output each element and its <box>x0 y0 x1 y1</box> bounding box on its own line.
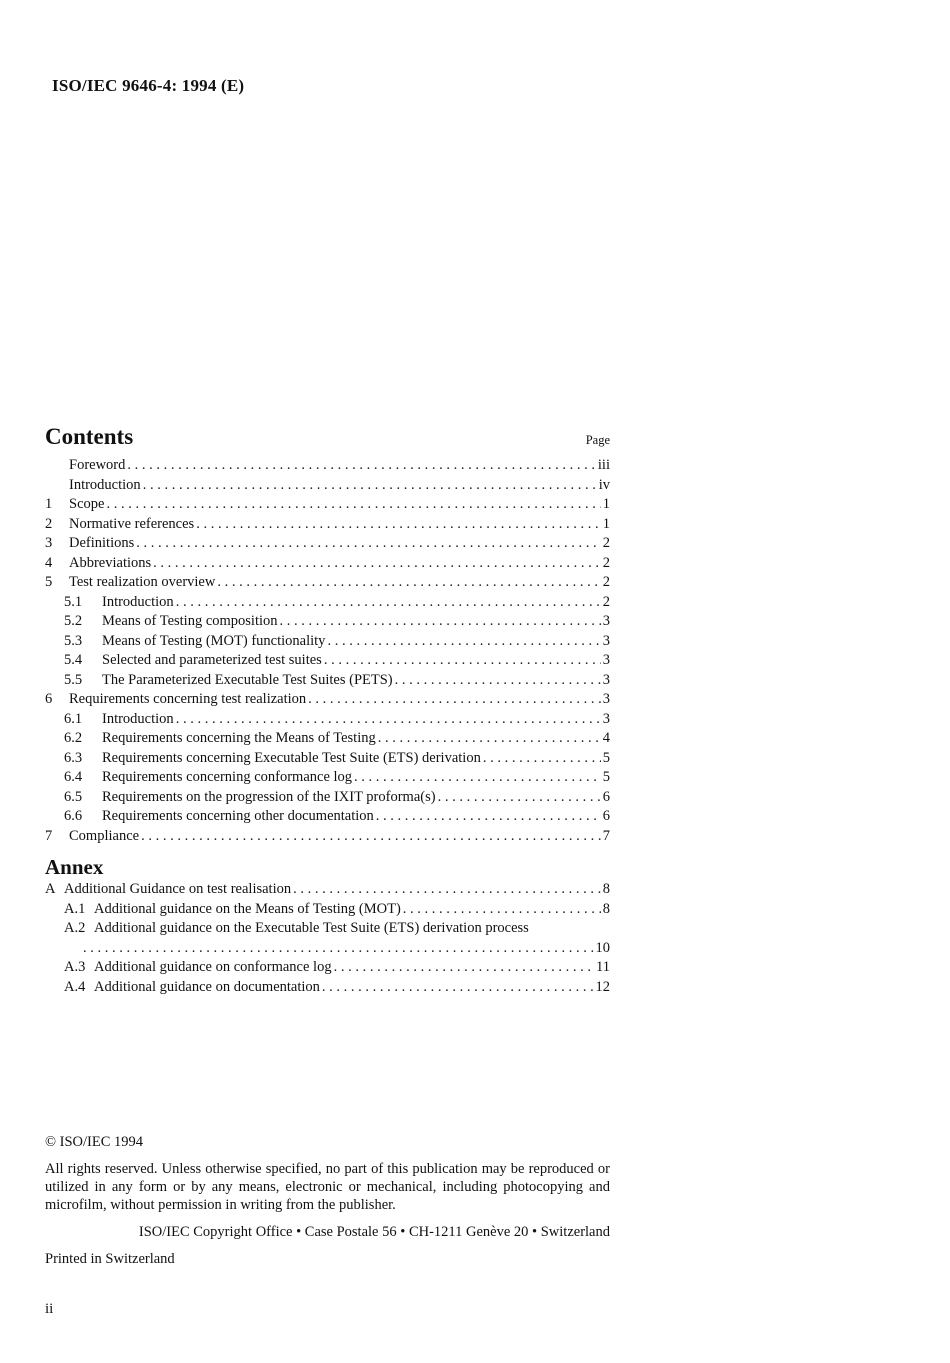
toc-entry-title: Introduction <box>69 476 141 493</box>
toc-entry[interactable] <box>45 574 610 594</box>
toc-entry-page: 3 <box>602 691 610 707</box>
toc-entry-title: Requirements concerning conformance log <box>102 769 353 785</box>
toc-entry-page: 3 <box>602 710 610 727</box>
copyright-block <box>45 1133 610 1268</box>
dot-leader <box>327 633 600 650</box>
dot-leader <box>324 652 601 669</box>
toc-entry-number: 6 <box>45 691 53 707</box>
toc-entry[interactable] <box>45 808 610 828</box>
toc-entry-number: 1 <box>45 496 53 512</box>
rights-notice: All rights reserved. Unless otherwise specified, no part of this publication may be reproduced or utilized in any form or by any means, electronic or mechanical, including photocopying and microfilm, without permission in writing from the publisher. <box>45 1161 610 1213</box>
toc-entry-annex-a4[interactable] <box>45 979 610 999</box>
toc-entry[interactable] <box>45 516 610 536</box>
toc-entry[interactable] <box>45 633 610 653</box>
toc-entry-title: Additional guidance on the Executable Test Suite (ETS) derivation process <box>94 920 529 936</box>
toc-entry-page: 1 <box>602 515 610 532</box>
dot-leader <box>395 672 601 689</box>
dot-leader <box>354 769 601 786</box>
copyright-office-address: ISO/IEC Copyright Office • Case Postale 56 • CH-1211 Genève 20 • Switzerland <box>138 1224 610 1240</box>
dot-leader <box>280 613 601 630</box>
toc-entry[interactable] <box>45 672 610 692</box>
toc-entry-page: 5 <box>602 769 610 785</box>
dot-leader <box>483 750 601 767</box>
toc-entry[interactable] <box>45 711 610 731</box>
dot-leader <box>176 711 601 728</box>
dot-leader <box>153 555 601 572</box>
dot-leader <box>293 881 601 898</box>
dot-leader <box>83 940 594 957</box>
toc-entry-page: iv <box>598 476 610 493</box>
toc-entry-page: 5 <box>602 749 610 766</box>
toc-entry[interactable] <box>45 555 610 575</box>
toc-entry-number: 7 <box>45 827 53 844</box>
toc-entry-number: 3 <box>45 535 53 551</box>
dot-leader <box>196 516 601 533</box>
dot-leader <box>136 535 601 552</box>
toc-entry-annex-a1[interactable] <box>45 901 610 921</box>
toc-entry-page: 6 <box>602 788 610 805</box>
toc-entry-title: Definitions <box>69 535 135 551</box>
toc-entry[interactable] <box>45 652 610 672</box>
dot-leader <box>106 496 600 513</box>
toc-entry-title: Additional guidance on documentation <box>94 978 320 995</box>
toc-entry-number: 5.3 <box>64 632 83 649</box>
toc-entry-number: A.1 <box>64 900 86 917</box>
contents-title: Contents <box>45 424 134 449</box>
toc-entry-annex-a2[interactable] <box>45 920 610 940</box>
dot-leader <box>217 574 600 591</box>
toc-entry[interactable] <box>45 477 610 497</box>
annex-title: Annex <box>45 855 104 879</box>
toc-entry-title: Selected and parameterized test suites <box>102 652 322 668</box>
dot-leader <box>378 730 601 747</box>
dot-leader <box>308 691 601 708</box>
toc-entry-title: Requirements concerning other documentation <box>102 808 374 824</box>
toc-entry-number: A.4 <box>64 978 86 995</box>
toc-entry-title: Introduction <box>102 593 174 610</box>
contents-heading-row <box>45 424 610 457</box>
toc-entry-title: Scope <box>69 496 105 512</box>
toc-entry[interactable] <box>45 594 610 614</box>
toc-entry-page: 3 <box>602 652 610 668</box>
toc-entry-number: 6.1 <box>64 710 83 727</box>
page-number: ii <box>45 1301 54 1317</box>
toc-entry-page: 3 <box>602 671 610 688</box>
dot-leader <box>322 979 594 996</box>
dot-leader <box>141 828 601 845</box>
dot-leader <box>403 901 601 918</box>
toc-entry-number: 6.6 <box>64 808 83 824</box>
toc-entry[interactable] <box>45 691 610 711</box>
dot-leader <box>143 477 597 494</box>
toc-entry-title: Means of Testing composition <box>102 613 278 629</box>
toc-entry-number: 6.3 <box>64 749 83 766</box>
copyright-line: © ISO/IEC 1994 <box>45 1134 144 1150</box>
toc-entry-page: 10 <box>595 939 610 956</box>
dot-leader <box>127 457 596 474</box>
toc-entry-number: 6.5 <box>64 788 83 805</box>
toc-entry[interactable] <box>45 789 610 809</box>
dot-leader <box>438 789 601 806</box>
toc-entry-title: Additional guidance on the Means of Testing (MOT) <box>94 900 401 917</box>
toc-entry[interactable] <box>45 535 610 555</box>
toc-entry-page: 2 <box>602 554 610 571</box>
toc-entry-title: Compliance <box>69 827 140 844</box>
toc-entry-number: A <box>45 881 56 897</box>
toc-entry-title: Requirements concerning Executable Test Suite (ETS) derivation <box>102 749 481 766</box>
toc-entry-page: iii <box>597 457 610 473</box>
toc-entry-number: 5.2 <box>64 613 83 629</box>
toc-entry-title: Test realization overview <box>69 574 216 590</box>
dot-leader <box>334 959 594 976</box>
document-header: ISO/IEC 9646-4: 1994 (E) <box>52 76 245 95</box>
toc-entry-annex-a[interactable] <box>45 881 610 901</box>
toc-entry-page: 7 <box>602 827 610 844</box>
toc-entry-page: 2 <box>602 593 610 610</box>
toc-entry-title: Requirements concerning the Means of Testing <box>102 730 376 746</box>
toc-entry-number: 5.4 <box>64 652 83 668</box>
toc-entry-title: The Parameterized Executable Test Suites (PETS) <box>102 671 393 688</box>
toc-entry-title: Means of Testing (MOT) functionality <box>102 632 326 649</box>
toc-entry-title: Normative references <box>69 515 195 532</box>
toc-entry[interactable] <box>45 496 610 516</box>
toc-entry-page: 3 <box>602 613 610 629</box>
toc-entry-page: 4 <box>602 730 610 746</box>
toc-entry[interactable] <box>45 613 610 633</box>
toc-entry[interactable] <box>45 769 610 789</box>
toc-entry-number: 6.2 <box>64 730 83 746</box>
toc-entry-title: Additional Guidance on test realisation <box>64 881 292 897</box>
toc-entry-page: 6 <box>602 808 610 824</box>
toc-entry-number: 5.5 <box>64 671 83 688</box>
toc-entry-page: 2 <box>602 574 610 590</box>
toc-entry-title: Foreword <box>69 457 126 473</box>
dot-leader <box>376 808 601 825</box>
toc-entry-number: 5 <box>45 574 53 590</box>
toc-entry-number: 2 <box>45 515 53 532</box>
toc-entry[interactable] <box>45 750 610 770</box>
toc-entry-title: Abbreviations <box>69 554 152 571</box>
toc-entry-page: 8 <box>602 900 610 917</box>
toc-entry-title: Requirements on the progression of the IXIT proforma(s) <box>102 788 436 805</box>
toc-entry-number: 4 <box>45 554 53 571</box>
toc-entry[interactable] <box>45 828 610 848</box>
toc-entry[interactable] <box>45 730 610 750</box>
table-of-contents <box>45 424 610 998</box>
toc-entry-number: 6.4 <box>64 769 83 785</box>
page-column-label: Page <box>585 433 610 447</box>
toc-entry-page: 8 <box>602 881 610 897</box>
toc-entry-title: Additional guidance on conformance log <box>94 959 332 975</box>
toc-entry-title: Introduction <box>102 710 174 727</box>
toc-entry[interactable] <box>45 457 610 477</box>
toc-entry-number: 5.1 <box>64 593 83 610</box>
toc-entry-page: 2 <box>602 535 610 551</box>
toc-entry-number: A.2 <box>64 920 86 936</box>
dot-leader <box>176 594 601 611</box>
toc-entry-page: 3 <box>602 632 610 649</box>
toc-entry-page: 11 <box>596 959 610 975</box>
toc-entry-number: A.3 <box>64 959 86 975</box>
toc-entry-annex-a2-continuation[interactable] <box>45 940 610 960</box>
toc-entry-page: 1 <box>602 496 610 512</box>
toc-entry-page: 12 <box>595 978 610 995</box>
toc-entry-annex-a3[interactable] <box>45 959 610 979</box>
printed-in: Printed in Switzerland <box>45 1251 175 1267</box>
toc-entry-title: Requirements concerning test realization <box>69 691 307 707</box>
contents-entries <box>45 457 610 847</box>
